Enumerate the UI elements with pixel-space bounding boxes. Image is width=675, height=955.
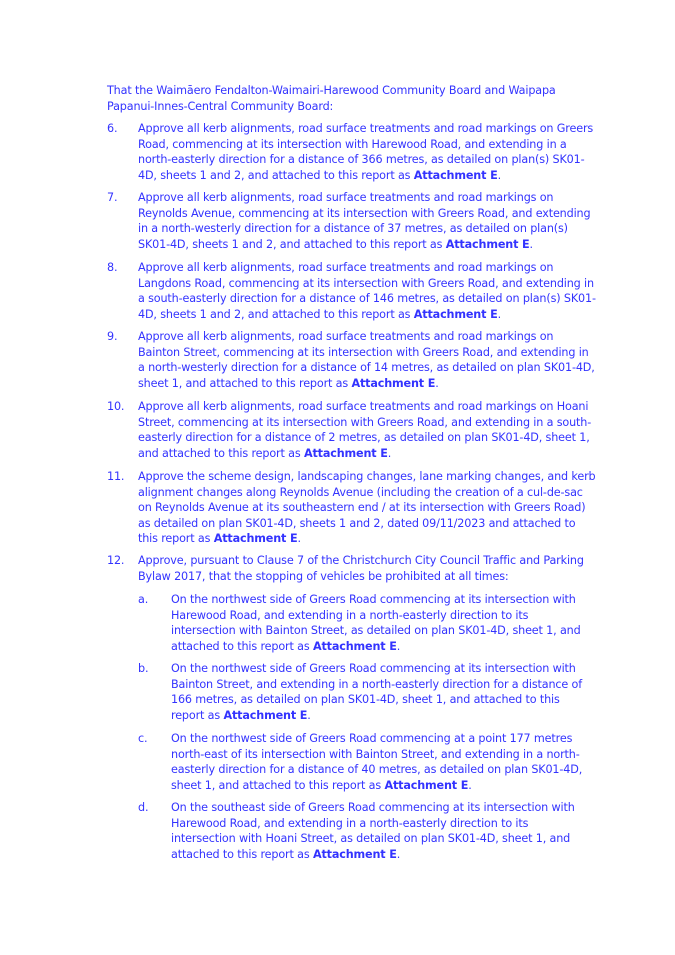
resolution-item-8 (107, 260, 597, 322)
sub-item-letter: c. (138, 732, 148, 745)
item-number: 10. (107, 400, 125, 413)
resolution-item-12 (107, 553, 597, 584)
item-number: 6. (107, 122, 118, 135)
item-text: Approve all kerb alignments, road surface treatments and road markings on Reynolds Avenue, commencing at its intersection with Greers Road, and extending in a north-westerly direction for a distance of 37 metres, as detailed on plan(s) SK01-4D, sheets 1 and 2, and attached to this report as Attachment E. (138, 191, 591, 251)
item-number: 11. (107, 470, 125, 483)
attachment-reference: Attachment E (223, 708, 308, 722)
item-number: 9. (107, 330, 118, 343)
sub-item-letter: d. (138, 801, 149, 814)
sub-item-text: On the southeast side of Greers Road commencing at its intersection with Harewood Road, and extending in a north-easterly direction to its intersection with Hoani Street, as detailed on plan SK01-4D, sheet 1, and attached to this report as Attachment E. (171, 801, 575, 861)
item-text: Approve all kerb alignments, road surface treatments and road markings on Langdons Road, commencing at its intersection with Greers Road, and extending in a south-easterly direction for a distance of 146 metres, as detailed on plan(s) SK01-4D, sheets 1 and 2, and attached to this report as Attachment E. (138, 261, 596, 321)
sub-item-a (138, 592, 595, 654)
resolution-item-11 (107, 469, 597, 547)
sub-item-d (138, 800, 595, 862)
intro-paragraph: That the Waimāero Fendalton-Waimairi-Harewood Community Board and Waipapa Papanui-Innes-Central Community Board: (107, 84, 556, 113)
sub-item-letter: a. (138, 593, 149, 606)
item-text: Approve all kerb alignments, road surface treatments and road markings on Greers Road, commencing at its intersection with Harewood Road, and extending in a north-easterly direction for a distance of 366 metres, as detailed on plan(s) SK01-4D, sheets 1 and 2, and attached to this report as Attachment E. (138, 122, 594, 182)
item-number: 12. (107, 554, 125, 567)
sub-item-b (138, 661, 595, 723)
attachment-reference: Attachment E (413, 307, 498, 321)
item-text: Approve, pursuant to Clause 7 of the Christchurch City Council Traffic and Parking Bylaw 2017, that the stopping of vehicles be prohibited at all times: (138, 554, 584, 583)
item-text: Approve all kerb alignments, road surface treatments and road markings on Hoani Street, commencing at its intersection with Greers Road, and extending in a south-easterly direction for a distance of 2 metres, as detailed on plan SK01-4D, sheet 1, and attached to this report as Attachment E. (138, 400, 592, 460)
resolution-item-10 (107, 399, 597, 461)
attachment-reference: Attachment E (384, 778, 469, 792)
attachment-reference: Attachment E (312, 847, 397, 861)
item-number: 8. (107, 261, 118, 274)
attachment-reference: Attachment E (312, 639, 397, 653)
sub-item-text: On the northwest side of Greers Road commencing at its intersection with Harewood Road, and extending in a north-easterly direction to its intersection with Bainton Street, as detailed on plan SK01-4D, sheet 1, and attached to this report as Attachment E. (171, 593, 581, 653)
sub-item-text: On the northwest side of Greers Road commencing at its intersection with Bainton Street, and extending in a north-easterly direction for a distance of 166 metres, as detailed on plan SK01-4D, sheet 1, and attached to this report as Attachment E. (171, 662, 583, 722)
item-text: Approve all kerb alignments, road surface treatments and road markings on Bainton Street, commencing at its intersection with Greers Road, and extending in a north-westerly direction for a distance of 14 metres, as detailed on plan SK01-4D, sheet 1, and attached to this report as Attachment E. (138, 330, 595, 390)
attachment-reference: Attachment E (445, 237, 530, 251)
attachment-reference: Attachment E (413, 168, 498, 182)
sub-item-text: On the northwest side of Greers Road commencing at a point 177 metres north-east of its intersection with Bainton Street, and extending in a north-easterly direction for a distance of 40 metres, as detailed on plan SK01-4D, sheet 1, and attached to this report as Attachment E. (171, 732, 583, 792)
resolution-item-7 (107, 190, 597, 252)
resolution-item-6 (107, 121, 597, 183)
sub-item-letter: b. (138, 662, 149, 675)
attachment-reference: Attachment E (213, 532, 298, 546)
item-text: Approve the scheme design, landscaping changes, lane marking changes, and kerb alignment changes along Reynolds Avenue (including the creation of a cul-de-sac on Reynolds Avenue at its southeastern end / at its intersection with Greers Road) as detailed on plan SK01-4D, sheets 1 and 2, dated 09/11/2023 and attached to this report as Attachment E. (138, 470, 596, 546)
sub-item-c (138, 731, 595, 793)
attachment-reference: Attachment E (303, 446, 388, 460)
resolution-item-9 (107, 329, 597, 391)
attachment-reference: Attachment E (351, 376, 436, 390)
item-number: 7. (107, 191, 118, 204)
